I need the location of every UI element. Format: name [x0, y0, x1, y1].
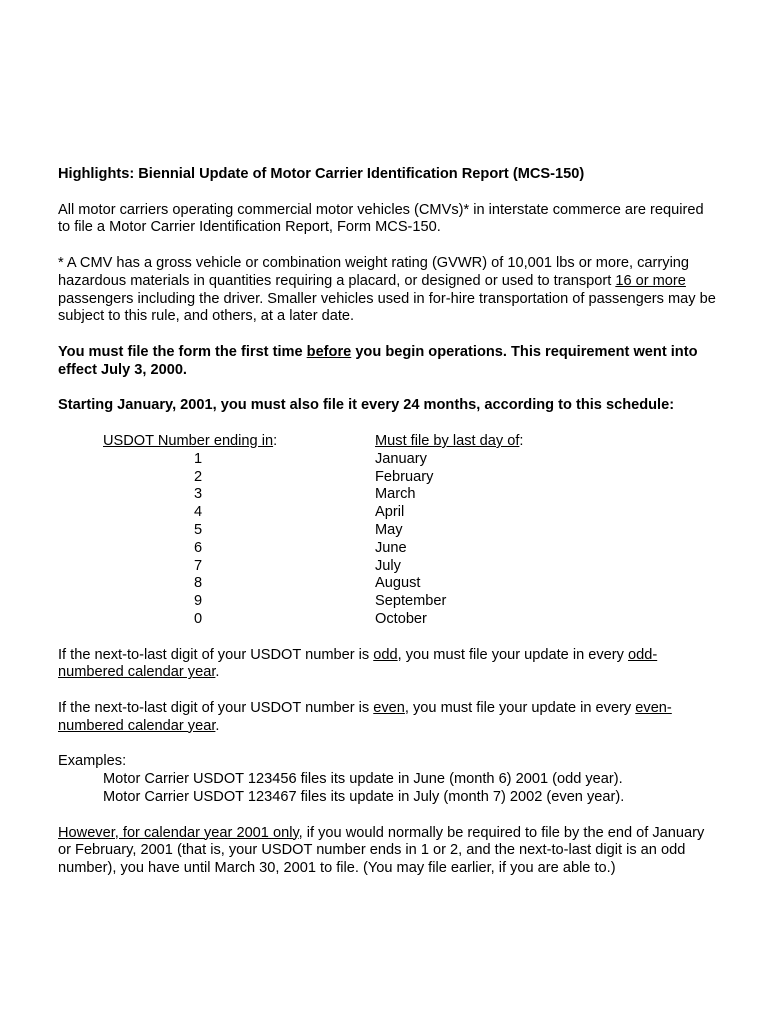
examples-heading: Examples: — [58, 753, 127, 770]
schedule-month: May — [375, 521, 403, 538]
schedule-month: September — [375, 593, 447, 610]
schedule-month: October — [375, 610, 427, 627]
schedule-digit: 8 — [194, 575, 203, 592]
exception-underlined: However, for calendar year 2001 only — [58, 824, 299, 841]
schedule-digit: 0 — [194, 610, 203, 627]
filing-month-column — [375, 433, 575, 629]
schedule-month: January — [375, 450, 427, 467]
usdot-column-header-label: USDOT Number ending in — [103, 432, 274, 449]
month-column-header — [375, 433, 523, 449]
schedule-month: February — [375, 468, 434, 485]
schedule-digit: 4 — [194, 504, 203, 521]
odd-rule-text-3: . — [215, 664, 220, 681]
document-page — [58, 166, 718, 878]
even-rule-text-2: , you must file your update in every — [404, 699, 636, 716]
schedule-digit: 6 — [194, 539, 203, 556]
schedule-month: April — [375, 504, 405, 521]
odd-rule-text-1: If the next-to-last digit of your USDOT number is — [58, 646, 374, 663]
schedule-month: August — [375, 575, 421, 592]
usdot-column-header — [103, 433, 277, 449]
first-filing-text-1: You must file the form the first time — [58, 343, 307, 360]
month-column-header-suffix: : — [519, 432, 524, 449]
schedule-digit: 9 — [194, 593, 203, 610]
cmv-definition-text-1: * A CMV has a gross vehicle or combination weight rating (GVWR) of 10,001 lbs or more, carrying hazardous materials in quantities requiring a placard, or designed or used to transport — [58, 254, 690, 289]
document-title: Highlights: Biennial Update of Motor Carrier Identification Report (MCS-150) — [58, 166, 585, 182]
odd-rule-underlined-2: odd-numbered calendar year — [58, 646, 658, 681]
schedule-digit: 1 — [194, 450, 203, 467]
schedule-digit: 3 — [194, 486, 203, 503]
even-rule-underlined-1: even — [373, 699, 405, 716]
even-rule-text-1: If the next-to-last digit of your USDOT number is — [58, 699, 374, 716]
schedule-digit: 7 — [194, 557, 203, 574]
example-item: Motor Carrier USDOT 123456 files its update in June (month 6) 2001 (odd year). — [103, 771, 623, 788]
usdot-digit-column — [103, 433, 293, 629]
first-filing-paragraph — [58, 344, 718, 380]
intro-paragraph: All motor carriers operating commercial motor vehicles (CMVs)* in interstate commerce are required to file a Motor Carrier Identification Report, Form MCS-150. — [58, 201, 704, 236]
cmv-definition-underlined: 16 or more — [615, 272, 686, 289]
first-filing-text-2: you begin operations. This requirement went into effect July 3, 2000. — [58, 343, 698, 378]
even-rule-underlined-2: even-numbered calendar year — [58, 699, 672, 734]
exception-paragraph — [58, 825, 718, 878]
even-year-rule-paragraph — [58, 700, 718, 736]
even-rule-text-3: . — [215, 717, 220, 734]
schedule-month: March — [375, 486, 416, 503]
filing-schedule-table — [58, 433, 718, 629]
odd-rule-text-2: , you must file your update in every — [397, 646, 628, 663]
odd-year-rule-paragraph — [58, 647, 718, 683]
schedule-digit: 2 — [194, 468, 203, 485]
month-column-header-label: Must file by last day of — [375, 432, 520, 449]
exception-text: , if you would normally be required to file by the end of January or February, 2001 (that is, your USDOT number ends in 1 or 2, and the next-to-last digit is an odd number), you have until March 30, 2001 to file. (You may file earlier, if you are able to.) — [58, 824, 705, 877]
schedule-month: July — [375, 557, 401, 574]
schedule-intro: Starting January, 2001, you must also file it every 24 months, according to this schedule: — [58, 397, 675, 414]
first-filing-underlined: before — [306, 343, 352, 360]
example-item: Motor Carrier USDOT 123467 files its update in July (month 7) 2002 (even year). — [103, 788, 625, 805]
odd-rule-underlined-1: odd — [373, 646, 398, 663]
cmv-definition-paragraph — [58, 255, 718, 326]
usdot-column-header-suffix: : — [273, 432, 278, 449]
schedule-month: June — [375, 539, 407, 556]
cmv-definition-text-2: passengers including the driver. Smaller vehicles used in for-hire transportation of passengers may be subject to this rule, and others, at a later date. — [58, 290, 716, 325]
schedule-digit: 5 — [194, 521, 203, 538]
